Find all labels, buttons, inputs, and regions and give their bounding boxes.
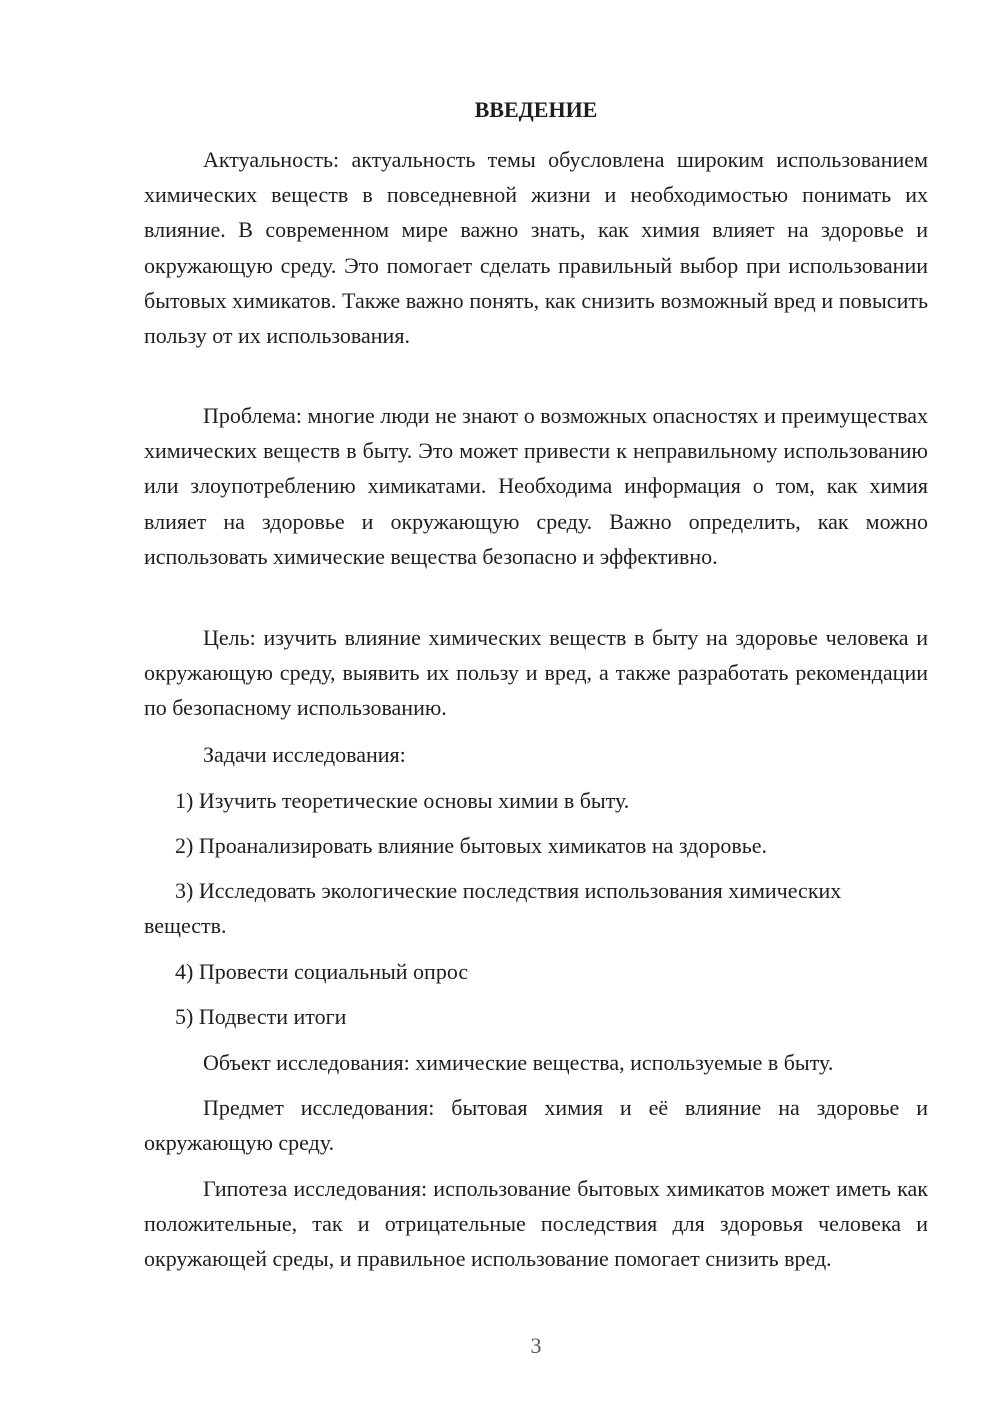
- goal-paragraph: Цель: изучить влияние химических веществ в быту на здоровье человека и окружающую среду, выявить их пользу и вред, а также разработать рекомендации по безопасному использованию.: [144, 625, 928, 721]
- hypothesis-paragraph: Гипотеза исследования: использование бытовых химикатов может иметь как положительные, так и отрицательные последствия для здоровья человека и окружающей среды, и правильное использование помогает снизить вред.: [144, 1176, 928, 1272]
- problem-paragraph: Проблема: многие люди не знают о возможных опасностях и преимуществах химических веществ в быту. Это может привести к неправильному использованию или злоупотреблению химикатами. Необходима информация о том, как химия влияет на здоровье и окружающую среду. Важно определить, как можно использовать химические вещества безопасно и эффективно.: [144, 403, 928, 569]
- relevance-paragraph: Актуальность: актуальность темы обусловлена широким использованием химических веществ в повседневной жизни и необходимостью понимать их влияние. В современном мире важно знать, как химия влияет на здоровье и окружающую среду. Это помогает сделать правильный выбор при использовании бытовых химикатов. Также важно понять, как снизить возможный вред и повысить пользу от их использования.: [144, 147, 928, 349]
- document-page: [144, 0, 928, 1414]
- task-item-4: 4) Провести социальный опрос: [175, 959, 469, 984]
- task-item-1: 1) Изучить теоретические основы химии в быту.: [175, 788, 630, 813]
- page-title: ВВЕДЕНИЕ: [474, 97, 598, 122]
- subject-paragraph: Предмет исследования: бытовая химия и её влияние на здоровье и окружающую среду.: [144, 1095, 928, 1156]
- task-item-5: 5) Подвести итоги: [175, 1004, 347, 1029]
- task-item-2: 2) Проанализировать влияние бытовых химикатов на здоровье.: [175, 833, 768, 858]
- page-number: 3: [530, 1333, 542, 1358]
- object-paragraph: Объект исследования: химические вещества, используемые в быту.: [203, 1050, 834, 1075]
- task-item-3: 3) Исследовать экологические последствия использования химических веществ.: [144, 878, 842, 939]
- tasks-heading: Задачи исследования:: [203, 742, 406, 767]
